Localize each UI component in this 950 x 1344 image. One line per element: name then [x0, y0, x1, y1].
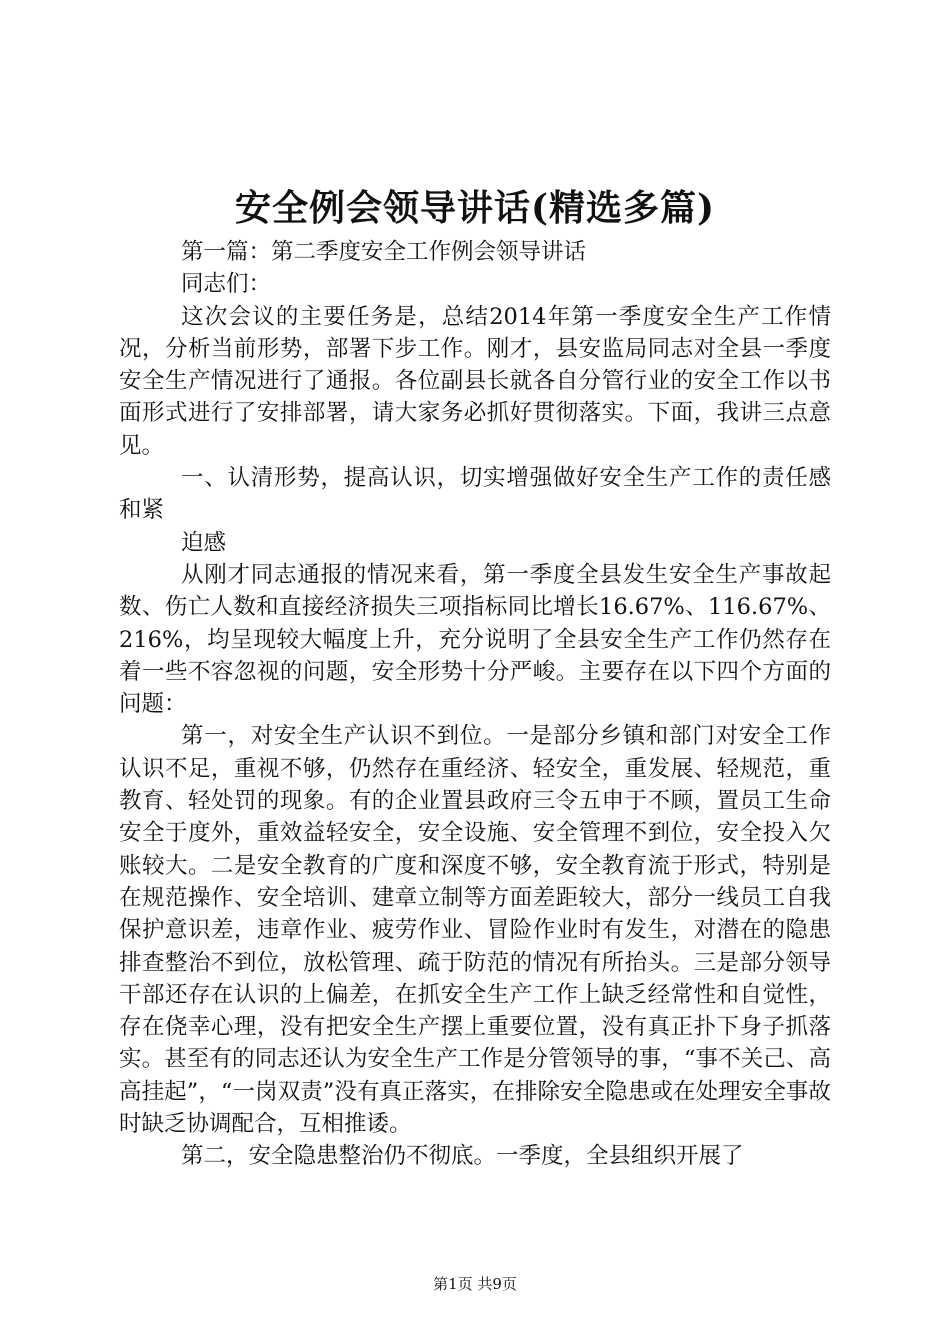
- salutation: 同志们：: [181, 271, 272, 298]
- section-heading: 第一篇：第二季度安全工作例会领导讲话: [181, 239, 587, 265]
- subheading-continuation: 迫感: [181, 529, 227, 556]
- subheading: 一、认清形势，提高认识，切实增强做好安全生产工作的责任感和紧: [119, 465, 831, 524]
- paragraph: 这次会议的主要任务是，总结2014年第一季度安全生产工作情况，分析当前形势，部署下步工作。刚才，县安监局同志对全县一季度安全生产情况进行了通报。各位副县长就各自分管行业的安全工作以书面形式进行了安排部署，请大家务必抓好贯彻落实。下面，我讲三点意见。: [119, 303, 831, 459]
- page-number: 第1页 共9页: [433, 1275, 517, 1293]
- document-body: [119, 236, 831, 1173]
- paragraph: 第二，安全隐患整治仍不彻底。一季度，全县组织开展了: [181, 1143, 744, 1170]
- paragraph: 从刚才同志通报的情况来看，第一季度全县发生安全生产事故起数、伤亡人数和直接经济损失三项指标同比增长16.67%、116.67%、216%，均呈现较大幅度上升，充分说明了全县安全生产工作仍然存在着一些不容忽视的问题，安全形势十分严峻。主要存在以下四个方面的问题：: [119, 561, 831, 718]
- paragraph: 第一，对安全生产认识不到位。一是部分乡镇和部门对安全工作认识不足，重视不够，仍然存在重经济、轻安全，重发展、轻规范，重教育、轻处罚的现象。有的企业置县政府三令五申于不顾，置员工生命安全于度外，重效益轻安全，安全设施、安全管理不到位，安全投入欠账较大。二是安全教育的广度和深度不够，安全教育流于形式，特别是在规范操作、安全培训、建章立制等方面差距较大，部分一线员工自我保护意识差，违章作业、疲劳作业、冒险作业时有发生，对潜在的隐患排查整治不到位，放松管理、疏于防范的情况有所抬头。三是部分领导干部还存在认识的上偏差，在抓安全生产工作上缺乏经常性和自觉性，存在侥幸心理，没有把安全生产摆上重要位置，没有真正扑下身子抓落实。甚至有的同志还认为安全生产工作是分管领导的事，“事不关己、高高挂起”，“一岗双责”没有真正落实，在排除安全隐患或在处理安全事故时缺乏协调配合，互相推诿。: [119, 723, 831, 1138]
- document-title: 安全例会领导讲话(精选多篇): [234, 187, 716, 229]
